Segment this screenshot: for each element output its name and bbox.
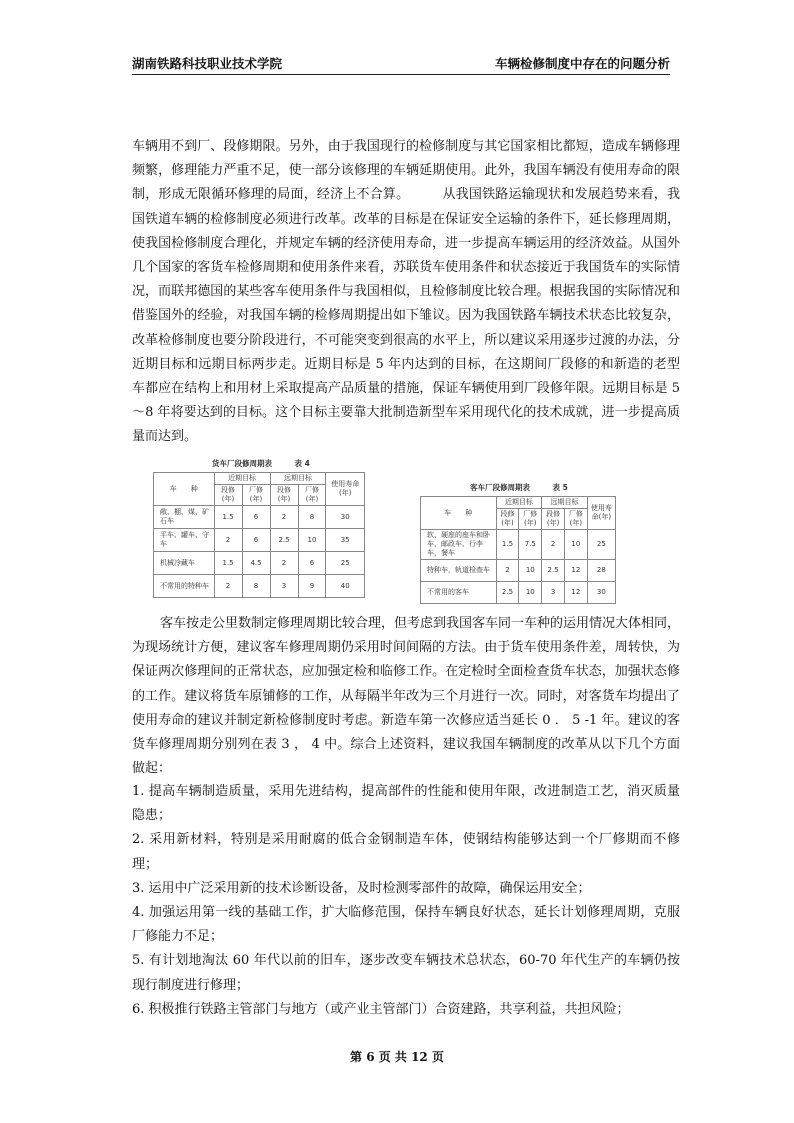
- table-row: [421, 582, 616, 604]
- list-item: 3. 运用中广泛采用新的技术诊断设备，及时检测零部件的故障，确保运用安全；: [132, 880, 591, 896]
- table5-cell: 3: [542, 582, 565, 604]
- table-row: [421, 530, 616, 560]
- table-row: [154, 506, 365, 529]
- table5-vehicle-name: 特种车，轨道检查车: [421, 560, 497, 582]
- table4-cell: 2.5: [270, 529, 298, 552]
- table-row: [154, 575, 365, 598]
- table4-col-vehicle: 车 种: [154, 473, 215, 506]
- list-item: 2. 采用新材料，特别是采用耐腐的低合金钢制造车体，使钢结构能够达到一个厂修期而不修理；: [132, 832, 680, 872]
- page-number: 第 6 页 共 12 页: [350, 1050, 444, 1064]
- table4-cell: 9: [298, 575, 326, 598]
- table4-col-far: 远期目标: [270, 473, 326, 485]
- table-row: [154, 529, 365, 552]
- table5-cell: 30: [587, 582, 615, 604]
- table5-cell: 7.5: [519, 530, 542, 560]
- table5-cell: 28: [587, 560, 615, 582]
- list-item: 6. 积极推行铁路主管部门与地方（或产业主管部门）合资建路，共享利益，共担风险；: [132, 1001, 630, 1017]
- table-row: [154, 552, 365, 575]
- table5-cell: 1.5: [496, 530, 519, 560]
- table4-cell: 8: [298, 506, 326, 529]
- table4-cell: 6: [242, 529, 270, 552]
- table4-sub-chang: 厂修(年): [242, 485, 270, 506]
- list-item: 1. 提高车辆制造质量，采用先进结构，提高部件的性能和使用年限，改进制造工艺，消灭质量隐患；: [132, 784, 680, 824]
- table5-cell: 10: [519, 582, 542, 604]
- page-header: [132, 52, 670, 75]
- table4-cell: 1.5: [214, 506, 242, 529]
- table-row: [421, 560, 616, 582]
- table4-cell: 35: [326, 529, 365, 552]
- table5-cell: 25: [587, 530, 615, 560]
- table4-vehicle-name: 敞、棚、煤、矿石车: [154, 506, 215, 529]
- table4-cell: 8: [242, 575, 270, 598]
- table5-vehicle-name: 软、硬座的座车和卧车，邮政车、行李车，餐车: [421, 530, 497, 560]
- table5-col-life: 使用寿命(年): [587, 497, 615, 530]
- table5-cell: 2.5: [542, 560, 565, 582]
- passenger-car-table: [420, 496, 616, 604]
- table5-sub-chang: 厂修(年): [564, 509, 587, 530]
- header-paper-title: 车辆检修制度中存在的问题分析: [494, 56, 670, 71]
- body-paragraph-2: 客车按走公里数制定修理周期比较合理，但考虑到我国客车同一车种的运用情况大体相同，为现场统计方便，建议客车修理周期仍采用时间间隔的方法。由于货车使用条件差，周转快，为保证两次修理间的正常状态，应加强定检和临修工作。在定检时全面检查货车状态，加强状态修的工作。建议将货车原铺修的工作，从每隔半年改为三个月进行一次。同时，对客货车均提出了使用寿命的建议并制定新检修制度时考虑。新造车第一次修应适当延长 0 ． 5 -1 年。建议的客货车修理周期分别列在表 3 ， 4 中。综合上述资料，建议我国车辆制度的改革从以下几个方面做起：: [132, 616, 681, 777]
- table5-sub-duan: 段修(年): [496, 509, 519, 530]
- header-school-name: 湖南铁路科技职业技术学院: [132, 56, 283, 71]
- table4-vehicle-name: 平车、罐车、守车: [154, 529, 215, 552]
- list-item: 5. 有计划地淘汰 60 年代以前的旧车，逐步改变车辆技术总状态，60-70 年代生产的车辆仍按现行制度进行修理；: [132, 953, 680, 993]
- table5-cell: 10: [519, 560, 542, 582]
- table5-col-far: 远期目标: [542, 497, 588, 509]
- table4-col-near: 近期目标: [214, 473, 270, 485]
- table5-cell: 10: [564, 530, 587, 560]
- table5-cell: 2.5: [496, 582, 519, 604]
- freight-car-table: [153, 472, 365, 598]
- table4-cell: 2: [214, 529, 242, 552]
- table4-cell: 6: [298, 552, 326, 575]
- table4-cell: 2: [214, 575, 242, 598]
- table4-vehicle-name: 不常用的特种车: [154, 575, 215, 598]
- table5-caption: 客车厂段修周期表 表 5: [470, 483, 568, 492]
- table5-cell: 2: [496, 560, 519, 582]
- table4-cell: 10: [298, 529, 326, 552]
- table5-cell: 12: [564, 582, 587, 604]
- recommendation-list: [132, 780, 680, 1022]
- table4-cell: 2: [270, 552, 298, 575]
- table4-col-life: 使用寿命(年): [326, 473, 365, 506]
- table5-sub-chang: 厂修(年): [519, 509, 542, 530]
- table5-vehicle-name: 不常用的客车: [421, 582, 497, 604]
- table4-cell: 40: [326, 575, 365, 598]
- table5-sub-duan: 段修(年): [542, 509, 565, 530]
- table5-col-near: 近期目标: [496, 497, 542, 509]
- table4-vehicle-name: 机械冷藏车: [154, 552, 215, 575]
- table5-cell: 12: [564, 560, 587, 582]
- list-item: 4. 加强运用第一线的基础工作，扩大临修范围，保持车辆良好状态，延长计划修理周期，克服厂修能力不足；: [132, 905, 680, 945]
- table5-col-vehicle: 车 种: [421, 497, 497, 530]
- table4-sub-chang: 厂修(年): [298, 485, 326, 506]
- table4-cell: 6: [242, 506, 270, 529]
- table4-cell: 2: [270, 506, 298, 529]
- table4-cell: 3: [270, 575, 298, 598]
- table4-cell: 25: [326, 552, 365, 575]
- table4-sub-duan: 段修(年): [214, 485, 242, 506]
- table4-cell: 4.5: [242, 552, 270, 575]
- table5-cell: 2: [542, 530, 565, 560]
- table4-cell: 1.5: [214, 552, 242, 575]
- table4-sub-duan: 段修(年): [270, 485, 298, 506]
- table4-cell: 30: [326, 506, 365, 529]
- body-paragraph-1: 车辆用不到厂、段修期限。另外，由于我国现行的检修制度与其它国家相比都短，造成车辆修理频繁，修理能力严重不足，使一部分该修理的车辆延期使用。此外，我国车辆没有使用寿命的限制，形成无限循环修理的局面，经济上不合算。 从我国铁路运输现状和发展趋势来看，我国铁道车辆的检修制度必须进行改革。改革的目标是在保证安全运输的条件下，延长修理周期，使我国检修制度合理化，并规定车辆的经济使用寿命，进一步提高车辆运用的经济效益。从国外几个国家的客货车检修周期和使用条件来看，苏联货车使用条件和状态接近于我国货车的实际情况，而联邦德国的某些客车使用条件与我国相似，且检修制度比较合理。根据我国的实际情况和借鉴国外的经验，对我国车辆的检修周期提出如下雏议。因为我国铁路车辆技术状态比较复杂，改革检修制度也要分阶段进行，不可能突变到很高的水平上，所以建议采用逐步过渡的办法，分近期目标和远期目标两步走。近期目标是 5 年内达到的目标，在这期间厂段修的和新造的老型车都应在结构上和用材上采取提高产品质量的措施，保证车辆使用到厂段修年限。远期目标是 5 ～8 年将要达到的目标。这个目标主要靠大批制造新型车采用现代化的技术成就，进一步提高质量而达到。: [132, 139, 680, 445]
- table4-caption: 货车厂段修周期表 表 4: [212, 459, 310, 468]
